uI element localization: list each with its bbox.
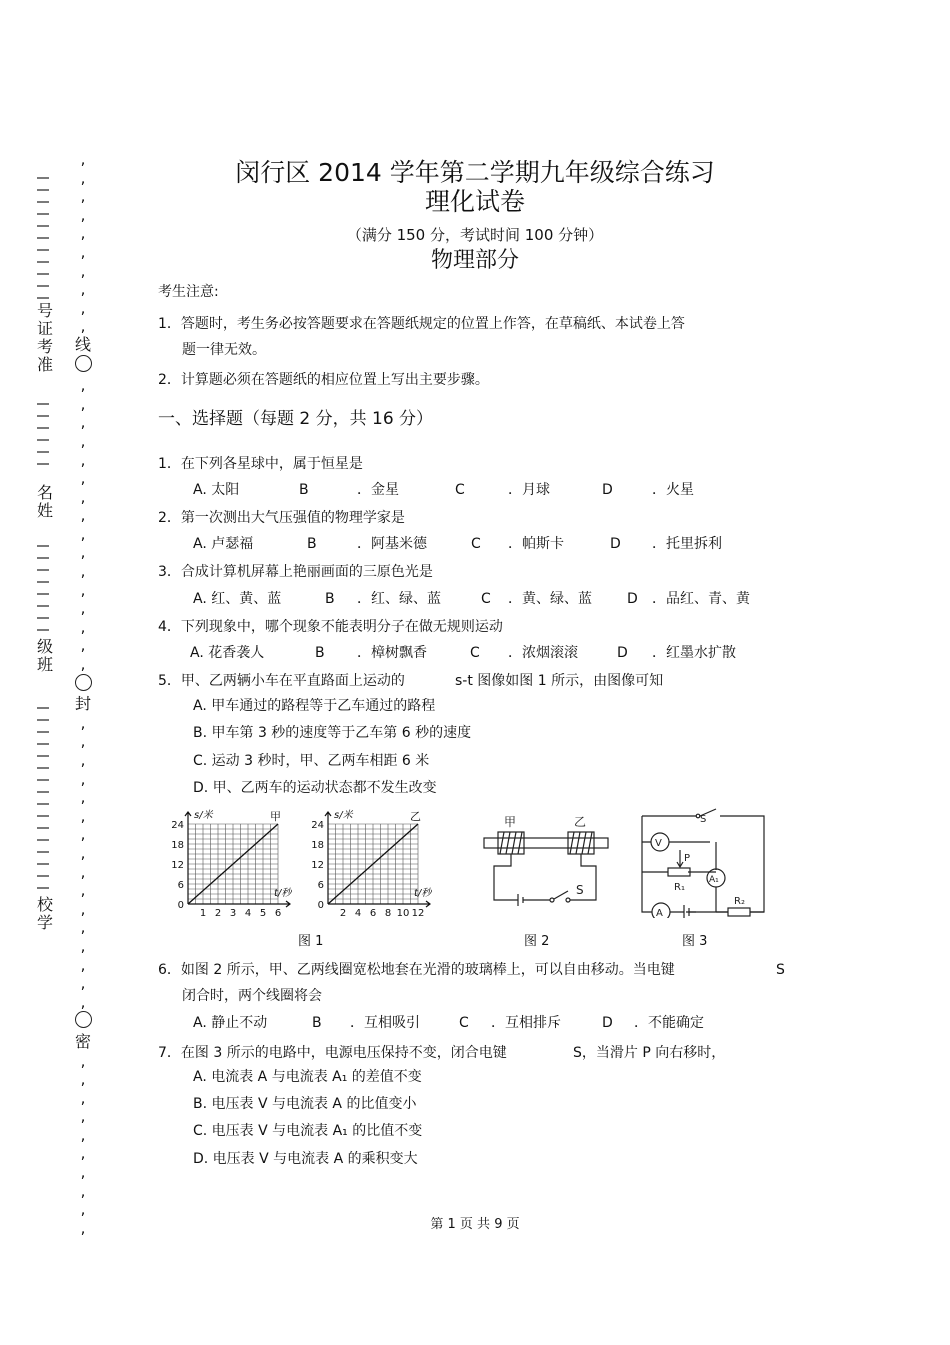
- x-tick-label: 12: [411, 908, 425, 919]
- q6-option-b[interactable]: ．互相吸引: [350, 1015, 420, 1031]
- y-axis: [325, 812, 331, 904]
- seal-feng-label: 封: [74, 694, 91, 714]
- voltmeter-label: V: [655, 838, 662, 849]
- q2-option-d-letter[interactable]: D: [610, 536, 621, 552]
- q7-option-a[interactable]: A. 电流表 A 与电流表 A₁ 的差值不变: [193, 1069, 422, 1085]
- series-label: 乙: [410, 810, 421, 823]
- class-label: 级 班: [36, 637, 53, 674]
- exam-info: （满分 150 分，考试时间 100 分钟）: [346, 226, 604, 244]
- q5-option-c[interactable]: C. 运动 3 秒时，甲、乙两车相距 6 米: [193, 753, 430, 769]
- page-number: 第 1 页 共 9 页: [430, 1217, 520, 1232]
- slider-label: P: [684, 853, 691, 864]
- q3-stem: 3．合成计算机屏幕上艳丽画面的三原色光是: [158, 564, 433, 580]
- x-tick-label: 2: [214, 908, 222, 919]
- q4-option-d[interactable]: ．红墨水扩散: [652, 645, 736, 661]
- name-label: 名 姓: [36, 483, 53, 520]
- q4-option-c-letter[interactable]: C: [470, 645, 480, 661]
- q3-option-c-letter[interactable]: C: [481, 591, 491, 607]
- y-axis-label: s/米: [194, 810, 213, 821]
- exam-subtitle: 理化试卷: [424, 187, 525, 216]
- q1-option-a[interactable]: A. 太阳: [193, 482, 240, 498]
- y-tick-label: 0: [317, 900, 324, 911]
- q6-option-d[interactable]: ．不能确定: [634, 1015, 704, 1031]
- q4-stem: 4．下列现象中，哪个现象不能表明分子在做无规则运动: [158, 619, 503, 635]
- notice-item-1: 1．答题时，考生务必按答题要求在答题纸规定的位置上作答，在草稿纸、本试卷上答: [158, 316, 685, 332]
- x-tick-label: 6: [274, 908, 282, 919]
- notice-heading: 考生注意:: [158, 284, 219, 300]
- switch-contact: [566, 898, 570, 902]
- q3-option-c[interactable]: ．黄、绿、蓝: [508, 591, 592, 607]
- q3-option-b-letter[interactable]: B: [325, 591, 335, 607]
- y-tick-label: 18: [171, 840, 184, 851]
- q2-option-a[interactable]: A. 卢瑟福: [193, 536, 254, 552]
- y-tick-label: 24: [171, 820, 184, 831]
- figure-2: [478, 812, 618, 912]
- y-tick-label: 12: [171, 860, 184, 871]
- notice-item-1-cont: 题一律无效。: [182, 342, 266, 358]
- series-label: 甲: [270, 810, 281, 823]
- figure-2-caption: 图 2: [524, 934, 550, 949]
- x-tick-label: 10: [396, 908, 410, 919]
- fill-line-column: [33, 170, 53, 930]
- q7-stem-cont: S，当滑片 P 向右移时，: [573, 1045, 726, 1061]
- seal-column: , , , , , , , , , , 线 , , , , , , , , , , , , , , , , 封 , , , , , , , , , , , , , , , , 密 , , , , , , , , , ,: [72, 150, 94, 1237]
- slider-arrow: [677, 850, 683, 867]
- exam-title: 闵行区 2014 学年第二学期九年级综合练习: [235, 158, 715, 187]
- seal-line-label: 线: [74, 334, 91, 354]
- r1-label: R₁: [674, 882, 685, 893]
- x-tick-label: 8: [384, 908, 392, 919]
- y-tick-label: 24: [311, 820, 324, 831]
- coil-left-label: 甲: [504, 815, 517, 829]
- school-label: 校 学: [36, 895, 53, 932]
- circuit-frame: [642, 816, 764, 912]
- switch-label: S: [576, 883, 584, 897]
- q5-option-a[interactable]: A. 甲车通过的路程等于乙车通过的路程: [193, 698, 436, 714]
- a1-label: A₁: [709, 875, 719, 885]
- x-axis: [188, 901, 290, 907]
- x-tick-label: 1: [199, 908, 207, 919]
- q7-option-d[interactable]: D. 电压表 V 与电流表 A 的乘积变大: [193, 1151, 418, 1167]
- seal-circle: [75, 1011, 92, 1028]
- q4-option-b[interactable]: ．樟树飘香: [357, 645, 427, 661]
- q2-option-b[interactable]: ．阿基米德: [357, 536, 427, 552]
- x-tick-label: 4: [244, 908, 252, 919]
- q1-option-b-letter[interactable]: B: [299, 482, 309, 498]
- y-axis-label: s/米: [334, 810, 353, 821]
- switch-contact: [550, 898, 554, 902]
- r2-label: R₂: [734, 896, 745, 907]
- figure-3-caption: 图 3: [682, 934, 708, 949]
- y-axis: [185, 812, 191, 904]
- coil-left-windings: [500, 832, 522, 854]
- x-tick-label: 5: [259, 908, 267, 919]
- q5-stem: 5．甲、乙两辆小车在平直路面上运动的: [158, 673, 405, 689]
- section-heading: 一、选择题（每题 2 分，共 16 分）: [158, 409, 434, 429]
- x-tick-label: 2: [339, 908, 347, 919]
- switch-label: S: [700, 814, 707, 825]
- q1-stem: 1．在下列各星球中，属于恒星是: [158, 456, 363, 472]
- q6-option-a[interactable]: A. 静止不动: [193, 1015, 268, 1031]
- seal-circle: [75, 355, 92, 372]
- switch-blade[interactable]: [554, 891, 568, 899]
- q4-option-c[interactable]: ．浓烟滚滚: [508, 645, 578, 661]
- x-axis-label: t/秒: [274, 888, 292, 899]
- q1-option-c-letter[interactable]: C: [455, 482, 465, 498]
- q2-stem: 2．第一次测出大气压强值的物理学家是: [158, 510, 405, 526]
- x-tick-label: 6: [369, 908, 377, 919]
- battery: [518, 894, 550, 906]
- q6-option-c-letter[interactable]: C: [459, 1015, 469, 1031]
- battery: [670, 905, 696, 918]
- y-tick-label: 0: [177, 900, 184, 911]
- q7-option-c[interactable]: C. 电压表 V 与电流表 A₁ 的比值不变: [193, 1123, 423, 1139]
- y-tick-label: 12: [311, 860, 324, 871]
- y-tick-label: 18: [311, 840, 324, 851]
- q6-option-b-letter[interactable]: B: [312, 1015, 322, 1031]
- x-axis-label: t/秒: [414, 888, 432, 899]
- id-label: 号 证 考 准: [36, 301, 53, 374]
- q6-stem-cont: 闭合时，两个线圈将会: [182, 988, 322, 1004]
- x-tick-label: 4: [354, 908, 362, 919]
- notice-item-2: 2．计算题必须在答题纸的相应位置上写出主要步骤。: [158, 372, 489, 388]
- x-tick-label: 3: [229, 908, 237, 919]
- q2-option-c-letter[interactable]: C: [471, 536, 481, 552]
- resistor-r2: [728, 908, 750, 916]
- ammeter-label: A: [656, 908, 663, 918]
- q2-option-c[interactable]: ．帕斯卡: [508, 536, 564, 552]
- coil-right-windings: [570, 832, 592, 854]
- seal-circle: [75, 674, 92, 691]
- figure-1: [160, 804, 450, 922]
- q5-option-b[interactable]: B. 甲车第 3 秒的速度等于乙车第 6 秒的速度: [193, 725, 472, 741]
- q3-option-a[interactable]: A. 红、黄、蓝: [193, 591, 282, 607]
- resistor-r1: [668, 868, 690, 876]
- q1-option-d[interactable]: ．火星: [652, 482, 694, 498]
- q7-option-b[interactable]: B. 电压表 V 与电流表 A 的比值变小: [193, 1096, 417, 1112]
- wire-left: [494, 854, 518, 900]
- y-tick-label: 6: [177, 880, 184, 891]
- coil-right-label: 乙: [574, 815, 587, 829]
- q7-stem: 7．在图 3 所示的电路中，电源电压保持不变，闭合电键: [158, 1045, 507, 1061]
- q1-option-b[interactable]: ．金星: [357, 482, 399, 498]
- q6-stem: 6．如图 2 所示，甲、乙两线圈宽松地套在光滑的玻璃棒上，可以自由移动。当电键: [158, 962, 675, 978]
- q6-stem-switch: S: [776, 962, 785, 978]
- q3-option-b[interactable]: ．红、绿、蓝: [357, 591, 441, 607]
- q2-option-d[interactable]: ．托里拆利: [652, 536, 722, 552]
- q6-option-d-letter[interactable]: D: [602, 1015, 613, 1031]
- q1-option-d-letter[interactable]: D: [602, 482, 613, 498]
- part-title: 物理部分: [430, 248, 519, 273]
- seal-mi-label: 密: [74, 1031, 91, 1051]
- figure-3: [636, 806, 770, 918]
- q4-option-d-letter[interactable]: D: [617, 645, 628, 661]
- q1-option-c[interactable]: ．月球: [508, 482, 550, 498]
- figure-1-caption: 图 1: [298, 934, 324, 949]
- q4-option-a[interactable]: A. 花香袭人: [190, 645, 265, 661]
- q3-option-d[interactable]: ．品红、青、黄: [652, 591, 750, 607]
- q2-option-b-letter[interactable]: B: [307, 536, 317, 552]
- q3-option-d-letter[interactable]: D: [627, 591, 638, 607]
- q4-option-b-letter[interactable]: B: [315, 645, 325, 661]
- q6-option-c[interactable]: ．互相排斥: [491, 1015, 561, 1031]
- q5-stem-cont: s-t 图像如图 1 所示，由图像可知: [455, 673, 664, 689]
- y-tick-label: 6: [317, 880, 324, 891]
- q5-option-d[interactable]: D. 甲、乙两车的运动状态都不发生改变: [193, 780, 437, 796]
